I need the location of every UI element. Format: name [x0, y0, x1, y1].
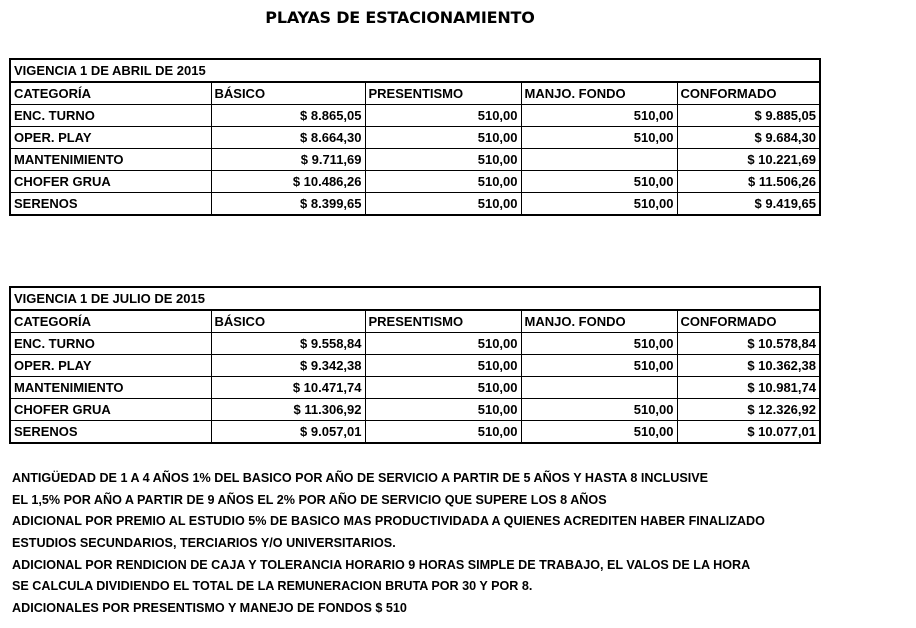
cell-manejo-fondo: 510,00 — [521, 193, 677, 216]
notes-section — [12, 468, 912, 620]
note-line: ANTIGÜEDAD DE 1 A 4 AÑOS 1% DEL BASICO POR AÑO DE SERVICIO A PARTIR DE 5 AÑOS Y HASTA 8 INCLUSIVE — [12, 471, 709, 485]
note-line: ADICIONAL POR PREMIO AL ESTUDIO 5% DE BASICO MAS PRODUCTIVIDADA A QUIENES ACREDITEN HABER FINALIZADO — [12, 514, 765, 529]
cell-presentismo: 510,00 — [365, 377, 521, 399]
header-manejo-fondo: MANJO. FONDO — [521, 310, 677, 333]
table-row — [10, 105, 820, 127]
cell-categoria: OPER. PLAY — [10, 127, 211, 149]
header-presentismo: PRESENTISMO — [365, 82, 521, 105]
cell-basico: $ 8.664,30 — [211, 127, 365, 149]
table-row — [10, 127, 820, 149]
cell-basico: $ 10.486,26 — [211, 171, 365, 193]
cell-conformado: $ 10.981,74 — [677, 377, 820, 399]
vigencia-label: VIGENCIA 1 DE JULIO DE 2015 — [10, 287, 820, 310]
header-categoria: CATEGORÍA — [10, 82, 211, 105]
cell-conformado: $ 11.506,26 — [677, 171, 820, 193]
vigencia-label: VIGENCIA 1 DE ABRIL DE 2015 — [10, 59, 820, 82]
cell-presentismo: 510,00 — [365, 333, 521, 355]
cell-presentismo: 510,00 — [365, 193, 521, 216]
table-title-row — [10, 287, 820, 310]
note-line: ADICIONAL POR RENDICION DE CAJA Y TOLERANCIA HORARIO 9 HORAS SIMPLE DE TRABAJO, EL VALOS DE LA HORA — [12, 557, 751, 572]
note-line: EL 1,5% POR AÑO A PARTIR DE 9 AÑOS EL 2% POR AÑO DE SERVICIO QUE SUPERE LOS 8 AÑOS — [12, 492, 607, 507]
cell-presentismo: 510,00 — [365, 399, 521, 421]
cell-presentismo: 510,00 — [365, 355, 521, 377]
cell-presentismo: 510,00 — [365, 127, 521, 149]
cell-presentismo: 510,00 — [365, 149, 521, 171]
header-basico: BÁSICO — [211, 82, 365, 105]
cell-manejo-fondo: 510,00 — [521, 333, 677, 355]
table-row — [10, 355, 820, 377]
cell-conformado: $ 9.419,65 — [677, 193, 820, 216]
cell-manejo-fondo: 510,00 — [521, 421, 677, 444]
table-header-row — [10, 82, 820, 105]
cell-conformado: $ 10.221,69 — [677, 149, 820, 171]
header-conformado: CONFORMADO — [677, 310, 820, 333]
cell-manejo-fondo: 510,00 — [521, 171, 677, 193]
table-row — [10, 421, 820, 444]
table-row — [10, 193, 820, 216]
cell-categoria: MANTENIMIENTO — [10, 377, 211, 399]
cell-conformado: $ 10.077,01 — [677, 421, 820, 444]
cell-manejo-fondo: 510,00 — [521, 355, 677, 377]
cell-basico: $ 8.399,65 — [211, 193, 365, 216]
cell-manejo-fondo — [521, 377, 677, 399]
cell-basico: $ 8.865,05 — [211, 105, 365, 127]
header-categoria: CATEGORÍA — [10, 310, 211, 333]
cell-basico: $ 10.471,74 — [211, 377, 365, 399]
note-line: SE CALCULA DIVIDIENDO EL TOTAL DE LA REMUNERACION BRUTA POR 30 Y POR 8. — [12, 579, 533, 594]
cell-conformado: $ 10.578,84 — [677, 333, 820, 355]
header-basico: BÁSICO — [211, 310, 365, 333]
salary-table-april-2015 — [9, 58, 821, 216]
cell-presentismo: 510,00 — [365, 171, 521, 193]
cell-categoria: SERENOS — [10, 421, 211, 444]
note-line: ESTUDIOS SECUNDARIOS, TERCIARIOS Y/O UNIVERSITARIOS. — [12, 536, 396, 551]
cell-basico: $ 9.057,01 — [211, 421, 365, 444]
cell-basico: $ 9.558,84 — [211, 333, 365, 355]
cell-presentismo: 510,00 — [365, 105, 521, 127]
table-title-row — [10, 59, 820, 82]
cell-categoria: OPER. PLAY — [10, 355, 211, 377]
cell-manejo-fondo: 510,00 — [521, 399, 677, 421]
note-line: ADICIONALES POR PRESENTISMO Y MANEJO DE FONDOS $ 510 — [12, 601, 407, 616]
header-conformado: CONFORMADO — [677, 82, 820, 105]
cell-categoria: MANTENIMIENTO — [10, 149, 211, 171]
salary-table-july-2015 — [9, 286, 821, 444]
cell-categoria: ENC. TURNO — [10, 333, 211, 355]
cell-conformado: $ 12.326,92 — [677, 399, 820, 421]
cell-categoria: CHOFER GRUA — [10, 399, 211, 421]
cell-manejo-fondo: 510,00 — [521, 127, 677, 149]
header-manejo-fondo: MANJO. FONDO — [521, 82, 677, 105]
table-row — [10, 377, 820, 399]
cell-categoria: ENC. TURNO — [10, 105, 211, 127]
table-row — [10, 333, 820, 355]
cell-conformado: $ 9.885,05 — [677, 105, 820, 127]
cell-manejo-fondo: 510,00 — [521, 105, 677, 127]
table-header-row — [10, 310, 820, 333]
document-title — [0, 8, 916, 27]
cell-conformado: $ 10.362,38 — [677, 355, 820, 377]
cell-manejo-fondo — [521, 149, 677, 171]
cell-basico: $ 9.711,69 — [211, 149, 365, 171]
cell-categoria: SERENOS — [10, 193, 211, 216]
cell-categoria: CHOFER GRUA — [10, 171, 211, 193]
cell-basico: $ 9.342,38 — [211, 355, 365, 377]
document-title-text: PLAYAS DE ESTACIONAMIENTO — [265, 8, 535, 27]
table-row — [10, 171, 820, 193]
cell-basico: $ 11.306,92 — [211, 399, 365, 421]
cell-conformado: $ 9.684,30 — [677, 127, 820, 149]
header-presentismo: PRESENTISMO — [365, 310, 521, 333]
cell-presentismo: 510,00 — [365, 421, 521, 444]
table-row — [10, 149, 820, 171]
table-row — [10, 399, 820, 421]
